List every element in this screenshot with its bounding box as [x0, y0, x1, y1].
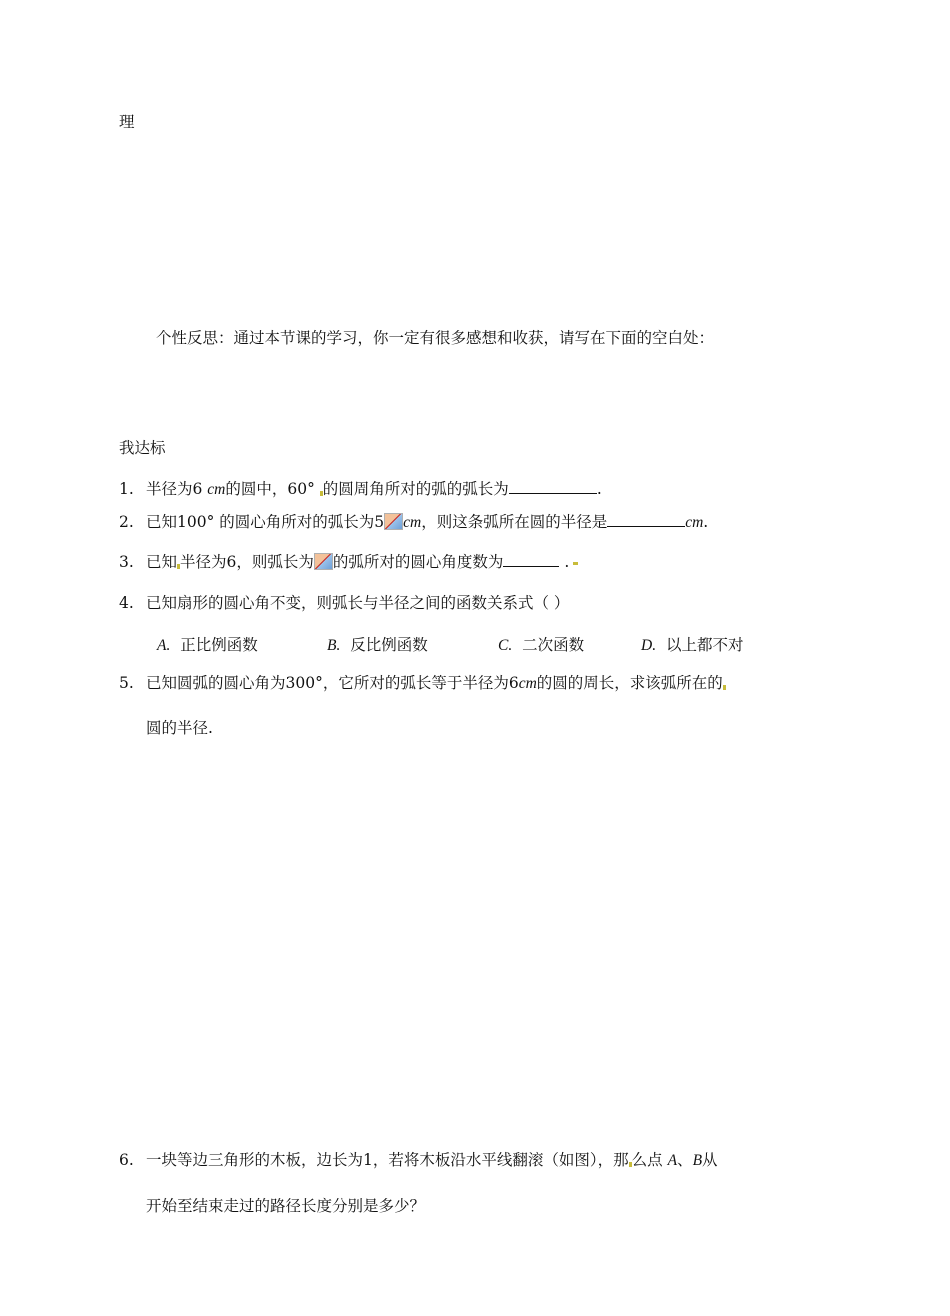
option-d[interactable] — [641, 633, 743, 655]
q2-text-b: ，则这条弧所在圆的半径是 — [421, 513, 608, 531]
q1-text-c: 的圆周角所对的弧的弧长为 — [322, 480, 509, 498]
pi-formula-image — [384, 513, 403, 530]
heading-fragment: 理 — [119, 113, 135, 131]
answer-blank[interactable] — [607, 511, 685, 527]
option-text: 以上都不对 — [665, 636, 744, 654]
q6-text-b: 么点 — [631, 1151, 663, 1169]
section-title: 我达标 — [119, 439, 166, 457]
unit-cm: cm — [518, 675, 537, 692]
point-a-label: A — [667, 1152, 678, 1169]
option-a[interactable] — [157, 633, 258, 655]
option-letter: B. — [327, 637, 341, 654]
q3-text-c: 的弧所对的圆心角度数为 — [332, 553, 504, 571]
question-number: 1. — [119, 480, 134, 498]
q1-text-b: 的圆中，60° — [225, 480, 315, 498]
reflection-text: 个性反思：通过本节课的学习，你一定有很多感想和收获，请写在下面的空白处： — [156, 329, 715, 347]
question-6 — [119, 1150, 718, 1171]
q3-period: . — [564, 553, 570, 571]
pi-formula-image — [314, 553, 333, 570]
q1-text-a: 半径为6 — [146, 480, 208, 498]
option-letter: C. — [498, 637, 513, 654]
option-text: 反比例函数 — [350, 636, 428, 654]
question-number: 4. — [119, 594, 134, 612]
question-5-line-2: 圆的半径. — [146, 719, 213, 737]
q5-text-a: 已知圆弧的圆心角为300°，它所对的弧长等于半径为6 — [146, 674, 519, 692]
reflection-prompt — [156, 328, 714, 348]
q3-text-a: 已知 — [146, 553, 178, 571]
question-number: 2. — [119, 513, 134, 531]
question-3 — [119, 551, 578, 572]
q2-period: . — [703, 513, 709, 531]
separator: 、 — [677, 1151, 693, 1169]
point-b-label: B — [692, 1152, 703, 1169]
question-5 — [119, 673, 726, 694]
unit-cm: cm — [207, 481, 226, 498]
question-1 — [119, 478, 602, 500]
unit-cm: cm — [685, 514, 704, 531]
q5-text-b: 的圆的周长，求该弧所在的 — [536, 674, 723, 692]
marker-dot — [723, 685, 726, 690]
option-letter: D. — [641, 637, 657, 654]
q3-text-b: 半径为6，则弧长为 — [180, 553, 314, 571]
question-2 — [119, 511, 708, 533]
option-text: 二次函数 — [522, 636, 585, 654]
option-c[interactable] — [498, 633, 584, 655]
question-4 — [119, 593, 569, 613]
q6-text-c: 从 — [702, 1151, 718, 1169]
q4-text: 已知扇形的圆心角不变，则弧长与半径之间的函数关系式（ ） — [146, 594, 570, 612]
unit-cm: cm — [403, 514, 422, 531]
question-6-line-2: 开始至结束走过的路径长度分别是多少？ — [146, 1197, 426, 1215]
q2-text-a: 已知100° 的圆心角所对的弧长为5 — [146, 513, 385, 531]
option-letter: A. — [157, 637, 171, 654]
answer-blank[interactable] — [503, 551, 559, 567]
marker-dot — [573, 562, 578, 565]
question-number: 3. — [119, 553, 134, 571]
question-number: 6. — [119, 1151, 134, 1169]
q6-text-a: 一块等边三角形的木板，边长为1，若将木板沿水平线翻滚（如图），那 — [146, 1151, 629, 1169]
q1-period: . — [596, 480, 602, 498]
answer-blank[interactable] — [509, 478, 597, 494]
option-b[interactable] — [327, 633, 428, 655]
option-text: 正比例函数 — [180, 636, 258, 654]
question-number: 5. — [119, 674, 134, 692]
